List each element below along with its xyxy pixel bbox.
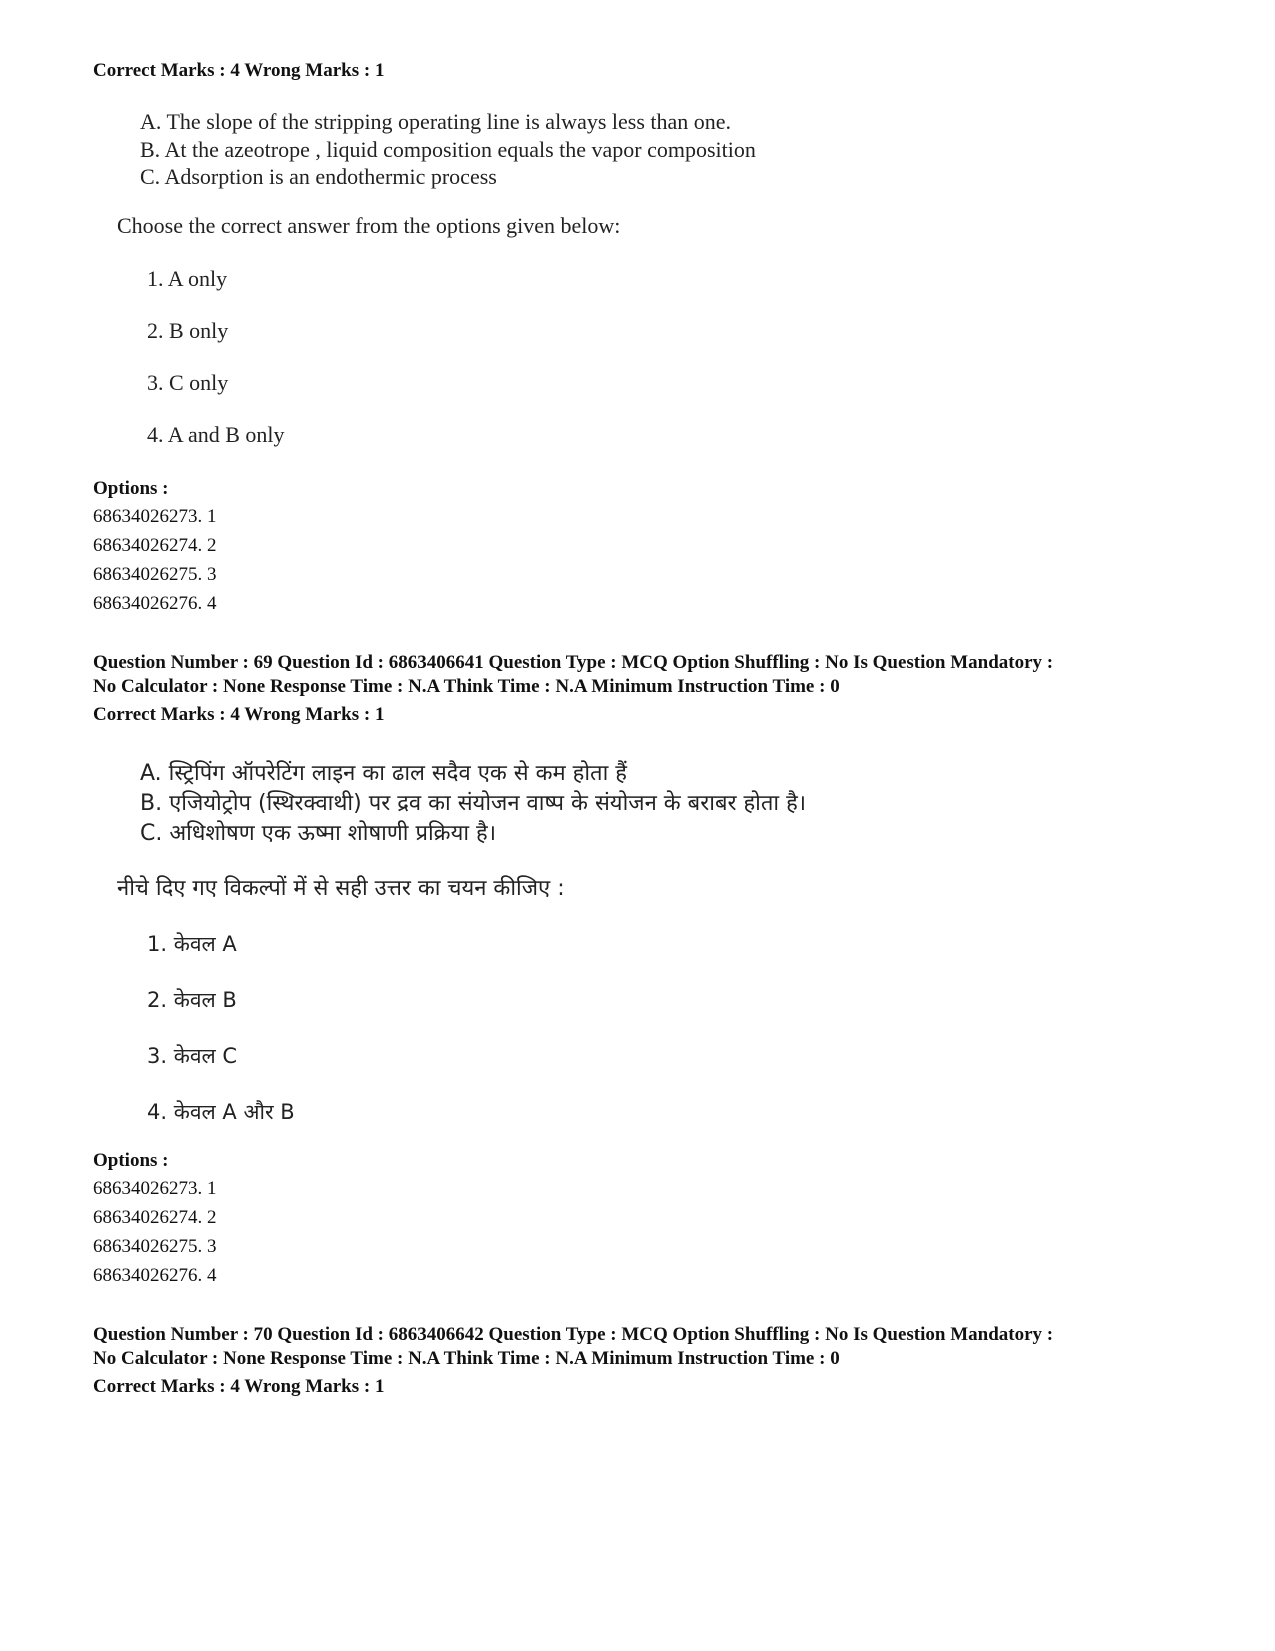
q68-statement-b: B. At the azeotrope , liquid composition equals the vapor composition [140, 137, 756, 162]
q70-marks: Correct Marks : 4 Wrong Marks : 1 [93, 1376, 385, 1397]
q68-marks: Correct Marks : 4 Wrong Marks : 1 [93, 60, 385, 81]
q68-statement-a: A. The slope of the stripping operating line is always less than one. [140, 109, 732, 134]
q70-header-line1: Question Number : 70 Question Id : 6863406642 Question Type : MCQ Option Shuffling : No Is Question Mandatory : [93, 1324, 1054, 1345]
q68-options-label: Options : [93, 478, 169, 499]
q69-option-4: 68634026276. 4 [93, 1265, 217, 1286]
q68-choice-3: 3. C only [147, 370, 229, 395]
q68-choice-1: 1. A only [147, 266, 228, 291]
q69-statement-c: C. अधिशोषण एक ऊष्मा शोषाणी प्रक्रिया है। [140, 821, 497, 846]
q68-option-2: 68634026274. 2 [93, 535, 217, 556]
q68-choice-2: 2. B only [147, 318, 229, 343]
q69-choice-2: 2. केवल B [147, 988, 237, 1012]
q69-option-3: 68634026275. 3 [93, 1236, 217, 1257]
q68-option-3: 68634026275. 3 [93, 564, 217, 585]
q68-prompt: Choose the correct answer from the options given below: [117, 213, 621, 238]
q69-header-line2: No Calculator : None Response Time : N.A Think Time : N.A Minimum Instruction Time : 0 [93, 676, 840, 697]
q69-statement-a: A. स्ट्रिपिंग ऑपरेटिंग लाइन का ढाल सदैव एक से कम होता हैं [140, 761, 627, 786]
q69-option-1: 68634026273. 1 [93, 1178, 217, 1199]
q68-statement-c: C. Adsorption is an endothermic process [140, 164, 497, 189]
q68-option-4: 68634026276. 4 [93, 593, 217, 614]
q69-choice-4: 4. केवल A और B [147, 1100, 295, 1124]
q69-marks: Correct Marks : 4 Wrong Marks : 1 [93, 704, 385, 725]
q69-header-line1: Question Number : 69 Question Id : 6863406641 Question Type : MCQ Option Shuffling : No Is Question Mandatory : [93, 652, 1054, 673]
q69-option-2: 68634026274. 2 [93, 1207, 217, 1228]
q69-choice-3: 3. केवल C [147, 1044, 238, 1068]
q69-options-label: Options : [93, 1150, 169, 1171]
q69-prompt: नीचे दिए गए विकल्पों में से सही उत्तर का चयन कीजिए : [117, 876, 565, 901]
q70-header-line2: No Calculator : None Response Time : N.A Think Time : N.A Minimum Instruction Time : 0 [93, 1348, 840, 1369]
q69-statement-b: B. एजियोट्रोप (स्थिरक्वाथी) पर द्रव का संयोजन वाष्प के संयोजन के बराबर होता है। [140, 791, 807, 816]
q69-choice-1: 1. केवल A [147, 932, 237, 956]
q68-option-1: 68634026273. 1 [93, 506, 217, 527]
q68-choice-4: 4. A and B only [147, 422, 285, 447]
